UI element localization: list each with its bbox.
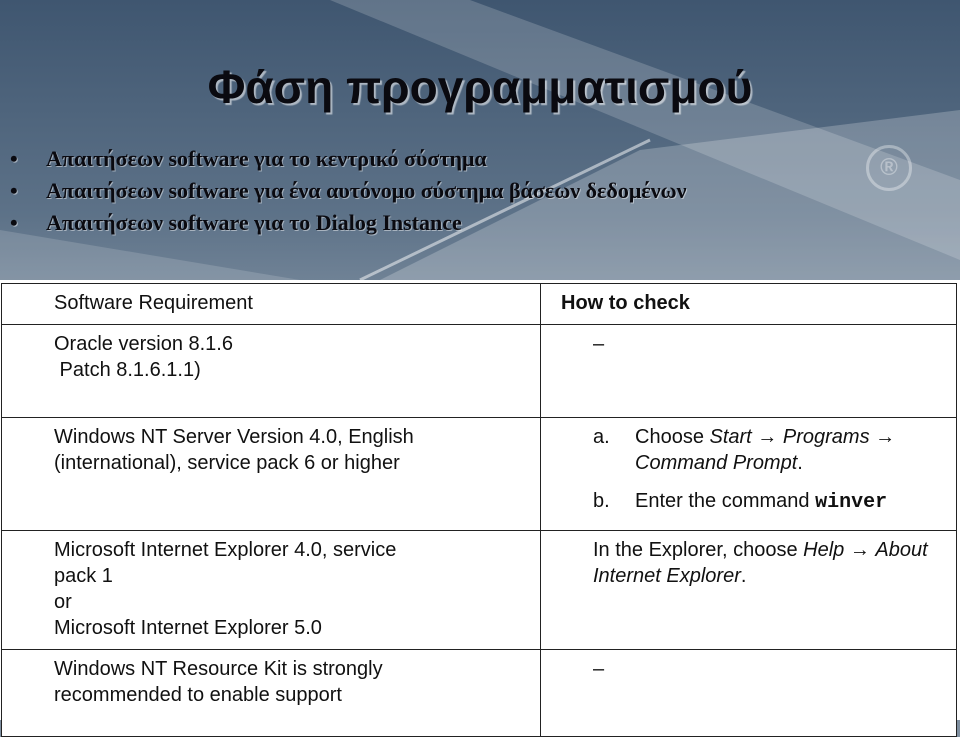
- requirement-cell: Oracle version 8.1.6 Patch 8.1.6.1.1): [2, 325, 541, 418]
- command-code: winver: [815, 491, 888, 514]
- check-step-a: a. Choose Start → Programs → Command Prompt.: [593, 426, 896, 474]
- requirement-cell: Microsoft Internet Explorer 4.0, service pack 1 or Microsoft Internet Explorer 5.0: [2, 531, 541, 650]
- bullet-item: • Απαιτήσεων software για το κεντρικό σύστημα: [10, 143, 686, 175]
- check-cell: [541, 418, 957, 531]
- slide-title: Φάση προγραμματισμού: [207, 61, 753, 113]
- table-header-row: [2, 284, 957, 325]
- table-row: [2, 531, 957, 650]
- table-row: [2, 650, 957, 737]
- bullet-icon: •: [10, 146, 18, 171]
- requirement-cell: Windows NT Resource Kit is strongly recommended to enable support: [2, 650, 541, 737]
- arrow-icon: →: [844, 539, 876, 561]
- requirements-table-panel: [0, 280, 960, 720]
- arrow-icon: →: [751, 426, 783, 448]
- check-cell: In the Explorer, choose Help → About Internet Explorer.: [541, 531, 957, 650]
- registered-mark-icon: ®: [866, 145, 912, 191]
- check-cell: –: [541, 325, 957, 418]
- table-row: [2, 325, 957, 418]
- check-cell: –: [541, 650, 957, 737]
- requirement-cell: Windows NT Server Version 4.0, English (international), service pack 6 or higher: [2, 418, 541, 531]
- header-how-to-check: How to check: [541, 284, 957, 325]
- bullet-list: [10, 143, 686, 239]
- requirements-table: [1, 283, 957, 737]
- table-row: [2, 418, 957, 531]
- bullet-item: • Απαιτήσεων software για το Dialog Instance: [10, 207, 686, 239]
- bullet-icon: •: [10, 210, 18, 235]
- bullet-icon: •: [10, 178, 18, 203]
- arrow-icon: →: [869, 426, 896, 448]
- bullet-item: • Απαιτήσεων software για ένα αυτόνομο σύστημα βάσεων δεδομένων: [10, 175, 686, 207]
- check-step-b: b. Enter the command winver: [593, 490, 888, 514]
- header-software-requirement: Software Requirement: [2, 284, 541, 325]
